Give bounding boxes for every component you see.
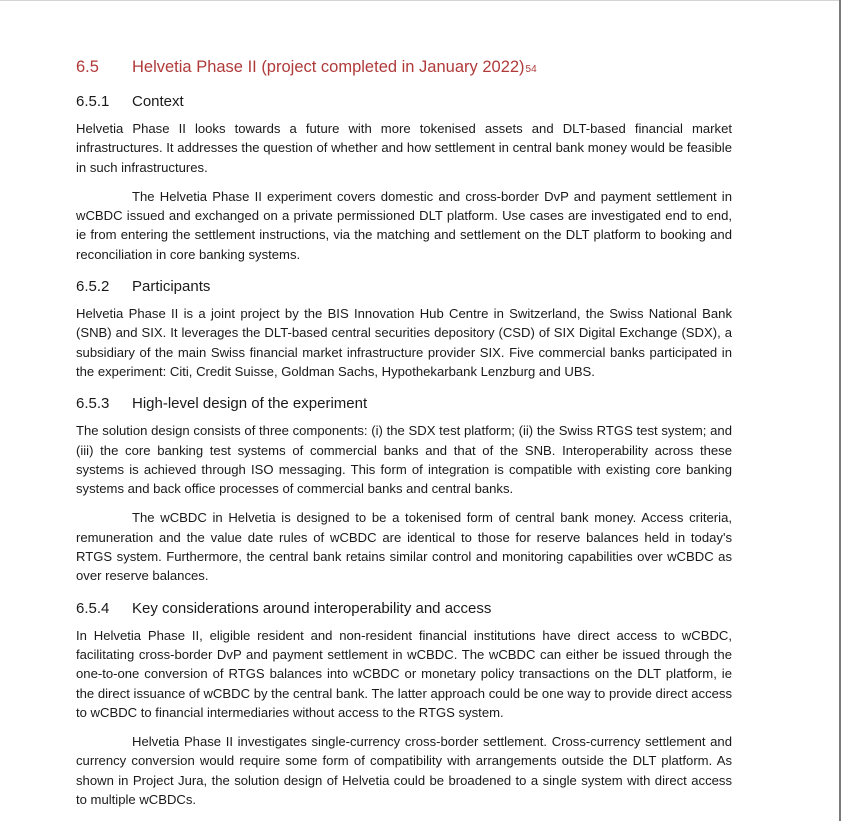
subsection-title: Key considerations around interoperability and access (132, 599, 492, 617)
subsection-heading-context (76, 93, 732, 110)
paragraph: The Helvetia Phase II experiment covers domestic and cross-border DvP and payment settlement in wCBDC issued and exchanged on a private permissioned DLT platform. Use cases are investigated end to end, ie from entering the settlement instructions, via the matching and settlement on the DLT platform to booking and reconciliation in core banking systems. (76, 188, 732, 262)
subsection-heading-design (76, 395, 732, 412)
subsection-number: 6.5.2 (76, 278, 110, 296)
section-number: 6.5 (76, 58, 99, 76)
page-top-border (0, 0, 841, 1)
subsection-number: 6.5.1 (76, 93, 110, 110)
page-content (76, 58, 732, 819)
paragraph: Helvetia Phase II looks towards a future with more tokenised assets and DLT-based financial market infrastructures. It addresses the question of whether and how settlement in central bank money would be feasible in such infrastructures. (76, 121, 732, 175)
paragraph: In Helvetia Phase II, eligible resident and non-resident financial institutions have direct access to wCBDC, facilitating cross-border DvP and payment settlement in wCBDC. The wCBDC can either be issued through the one-to-one conversion of RTGS balances into wCBDC or monetary policy transactions on the DLT platform, ie the direct issuance of wCBDC by the central bank. The latter approach could be one way to provide direct access to wCBDC to financial intermediaries without access to the RTGS system. (76, 627, 732, 720)
subsection-title: Participants (132, 278, 211, 296)
subsection-heading-participants (76, 278, 732, 295)
paragraph: The solution design consists of three components: (i) the SDX test platform; (ii) the Swiss RTGS test system; and (iii) the core banking test systems of commercial banks and that of the SNB. Interoperability across these systems is achieved through ISO messaging. This form of integration is compatible with existing core banking systems and back office processes of commercial banks and central banks. (76, 423, 732, 497)
subsection-number: 6.5.3 (76, 395, 110, 413)
subsection-title: Context (132, 93, 184, 110)
section-heading: 6.5 Helvetia Phase II (project completed in January 2022) 54 (76, 58, 537, 76)
section-title: Helvetia Phase II (project completed in January 2022) (132, 58, 525, 76)
subsection-heading-interoperability (76, 600, 732, 617)
subsection-title: High-level design of the experiment (132, 395, 368, 413)
paragraph: Helvetia Phase II investigates single-currency cross-border settlement. Cross-currency settlement and currency conversion would require some form of compatibility with arrangements outside the DLT platform. As shown in Project Jura, the solution design of Helvetia could be broadened to a single system with direct access to multiple wCBDCs. (76, 734, 732, 808)
subsection-number: 6.5.4 (76, 599, 110, 617)
paragraph: The wCBDC in Helvetia is designed to be a tokenised form of central bank money. Access criteria, remuneration and the value date rules of wCBDC are identical to those for reserve balances held in today's RTGS system. Furthermore, the central bank retains similar control and monitoring capabilities over wCBDC as over reserve balances. (76, 510, 732, 584)
paragraph: Helvetia Phase II is a joint project by the BIS Innovation Hub Centre in Switzerland, the Swiss National Bank (SNB) and SIX. It leverages the DLT-based central securities depository (CSD) of SIX Digital Exchange (SDX), a subsidiary of the main Swiss financial market infrastructure provider SIX. Five commercial banks participated in the experiment: Citi, Credit Suisse, Goldman Sachs, Hypothekarbank Lenzburg and UBS. (76, 306, 732, 379)
